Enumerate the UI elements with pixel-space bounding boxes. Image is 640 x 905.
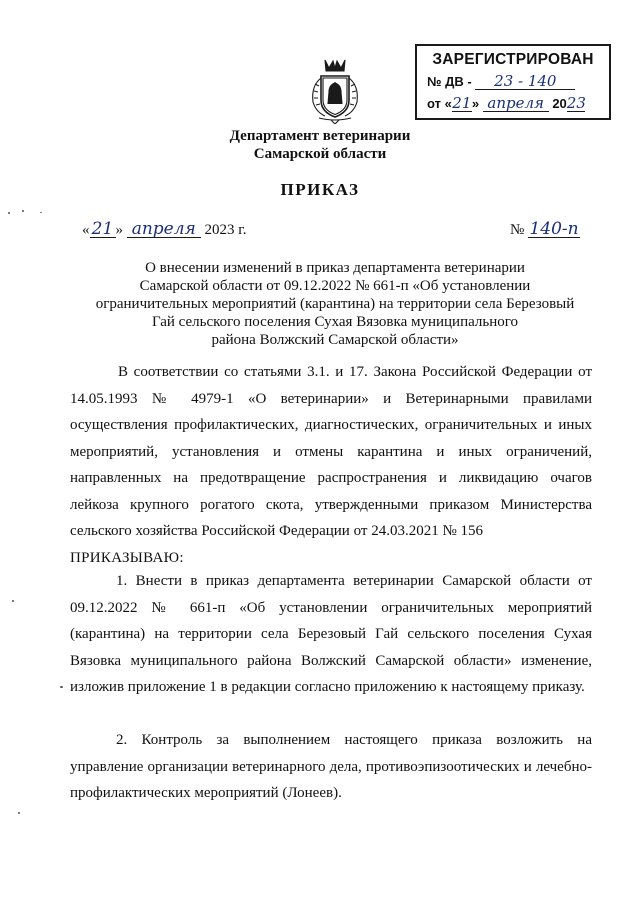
order-subject [70,259,600,349]
order-date-close: » [115,222,123,238]
scan-speck [22,210,24,212]
subject-line: ограничительных мероприятий (карантина) на территории села Березовый [95,296,575,312]
scan-speck [18,812,20,814]
stamp-reg-line [427,74,575,90]
stamp-title: ЗАРЕГИСТРИРОВАН [432,51,594,68]
subject-line: района Волжский Самарской области» [211,332,459,348]
scan-speck [40,212,42,213]
stamp-day: 21 [452,94,472,112]
order-date-month: апреля [127,222,201,238]
subject-line: Самарской области от 09.12.2022 № 661-п «Об установлении [139,278,531,294]
scan-speck [8,212,10,214]
stamp-year-suffix: 23 [566,94,586,112]
department-line-2: Самарской области [253,146,387,162]
department-name [0,127,640,163]
department-line-1: Департамент ветеринарии [229,128,411,144]
order-item-2: 2. Контроль за выполнением настоящего приказа возложить на управление организации ветеринарного дела, противоэпизоотических и лечебно-профилактических мероприятий (Лонеев). [70,732,592,801]
stamp-reg-number: 23 - 140 [475,74,575,90]
stamp-date-line [427,96,585,112]
order-date [82,219,247,239]
order-title: ПРИКАЗ [280,180,360,199]
scan-speck [12,600,14,602]
subject-line: Гай сельского поселения Сухая Вязовка муниципального [151,314,519,330]
order-number [510,219,580,239]
samara-coat-of-arms-icon [307,56,363,124]
stamp-month-sep: » [471,96,480,111]
scan-speck [60,686,63,688]
stamp-month: апреля [483,96,549,112]
order-date-open: « [82,222,90,238]
orders-word: ПРИКАЗЫВАЮ: [70,549,184,566]
registration-stamp [415,44,611,120]
order-item-1: 1. Внести в приказ департамента ветеринарии Самарской области от 09.12.2022 № 661-п «Об установлении ограничительных мероприятий (карантина) на территории села Березовый Гай сельского поселения Сухая Вязовка муниципального района Волжский Самарской области» изменение, изложив приложение 1 в редакции согласно приложению к настоящему приказу. [70,573,592,695]
stamp-date-prefix: от « [427,96,452,111]
order-date-year: 2023 г. [204,222,247,238]
preamble-text: В соответствии со статьями 3.1. и 17. Закона Российской Федерации от 14.05.1993 № 4979-1 «О ветеринарии» и Ветеринарными правилами осуществления профилактических, диагностических, ограничительных и иных мероприятий, установления и отмены карантина и иных ограничений, направленных на предотвращение распространения и ликвидацию очагов лейкоза крупного рогатого скота, утвержденными приказом Министерства сельского хозяйства Российской Федерации от 24.03.2021 № 156 [70,364,592,539]
order-number-prefix: № [510,222,525,238]
order-date-day: 21 [90,222,116,238]
subject-line: О внесении изменений в приказ департамента ветеринарии [145,260,525,276]
stamp-year-prefix: 20 [552,96,567,111]
order-number-value: 140-п [529,219,579,239]
stamp-reg-prefix: № ДВ - [427,74,472,89]
preamble-paragraph [70,359,592,571]
